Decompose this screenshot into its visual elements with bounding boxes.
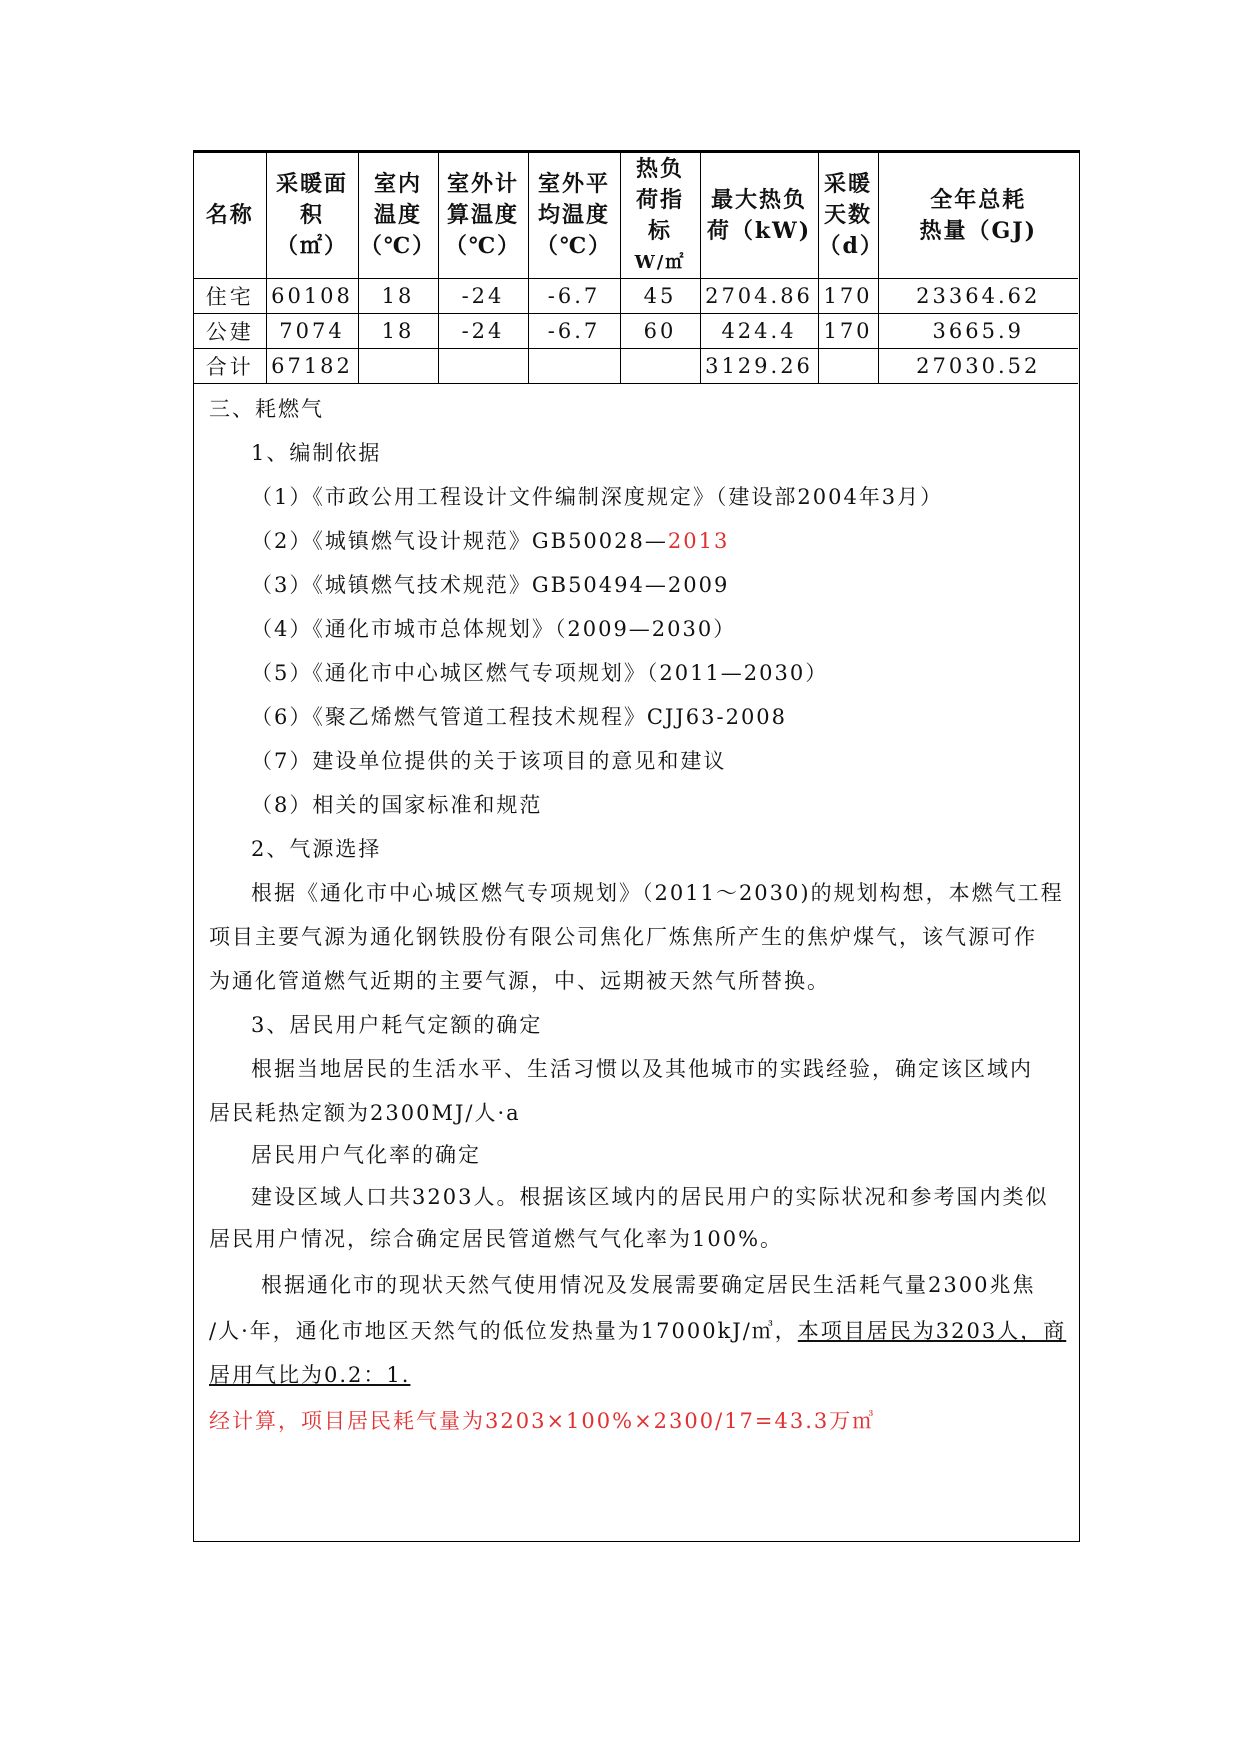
table-cell: 3665.9 (878, 314, 1078, 349)
table-cell: -6.7 (528, 279, 620, 314)
basis-item: （7）建设单位提供的关于该项目的意见和建议 (251, 749, 727, 773)
header-text: W/㎡ (634, 251, 686, 273)
basis-item: （1）《市政公用工程设计文件编制深度规定》（建设部2004年3月） (251, 485, 944, 509)
table-cell: 60108 (266, 279, 358, 314)
basis-item: （8）相关的国家标准和规范 (251, 793, 543, 817)
source-paragraph-line: 为通化管道燃气近期的主要气源，中、远期被天然气所替换。 (209, 969, 830, 993)
table-header-cell (438, 153, 528, 279)
source-paragraph-line: 根据《通化市中心城区燃气专项规划》（2011～2030)的规划构想，本燃气工程 (251, 881, 1064, 905)
gasify-paragraph-line: 建设区域人口共3203人。根据该区域内的居民用户的实际状况和参考国内类似 (251, 1185, 1049, 1209)
table-cell (528, 349, 620, 384)
table-cell (818, 349, 878, 384)
table-cell: 2704.86 (700, 279, 818, 314)
header-text: 热量（GJ) (919, 217, 1038, 244)
header-text: 室外计 (446, 171, 519, 197)
basis-item: （6）《聚乙烯燃气管道工程技术规程》CJJ63-2008 (251, 705, 788, 729)
table-cell: -6.7 (528, 314, 620, 349)
table-cell: 424.4 (700, 314, 818, 349)
table-row (194, 349, 1078, 384)
header-text: 名称 (205, 202, 254, 228)
gasify-heading: 居民用户气化率的确定 (251, 1143, 481, 1167)
table-row (194, 279, 1078, 314)
header-text: 采暖 (823, 171, 872, 197)
header-text: 荷（kW) (706, 217, 812, 244)
table-cell: 住宅 (194, 279, 266, 314)
table-header-cell (818, 153, 884, 279)
table-cell: 170 (818, 279, 878, 314)
header-text: （d） (818, 233, 884, 259)
consumption-line: /人·年，通化市地区天然气的低位发热量为17000kJ/㎥，本项目居民为3203人，商 (209, 1319, 1067, 1343)
header-text: 室外平 (537, 171, 610, 197)
underlined-text: 居用气比为0.2：1. (209, 1363, 411, 1387)
quota-paragraph-line: 根据当地居民的生活水平、生活习惯以及其他城市的实践经验，确定该区域内 (251, 1057, 1033, 1081)
table-header-cell (528, 153, 620, 279)
quota-paragraph-line: 居民耗热定额为2300MJ/人·a (209, 1101, 521, 1125)
table-header-cell (700, 153, 818, 279)
header-text: （℃） (535, 233, 613, 259)
source-paragraph-line: 项目主要气源为通化钢铁股份有限公司焦化厂炼焦所产生的焦炉煤气，该气源可作 (209, 925, 1037, 949)
table-cell: -24 (438, 279, 528, 314)
table-row (194, 314, 1078, 349)
header-text: 天数 (823, 202, 872, 228)
underlined-text: 本项目居民为3203人，商 (797, 1319, 1067, 1343)
table-cell: 18 (358, 279, 438, 314)
table-header-cell (194, 153, 266, 279)
calculation-result: 经计算，项目居民耗气量为3203×100%×2300/17=43.3万㎥ (209, 1409, 876, 1433)
table-cell: 3129.26 (700, 349, 818, 384)
table-cell: 18 (358, 314, 438, 349)
table-cell: 7074 (266, 314, 358, 349)
basis-item: （5）《通化市中心城区燃气专项规划》（2011—2030） (251, 661, 829, 685)
table-header-cell (620, 153, 700, 279)
header-text: 算温度 (446, 202, 519, 228)
basis-item: （2）《城镇燃气设计规范》GB50028—2013 (251, 529, 730, 553)
table-cell: 170 (818, 314, 878, 349)
table-cell: 45 (620, 279, 700, 314)
table-cell: 27030.52 (878, 349, 1078, 384)
heating-load-table (194, 153, 1078, 384)
basis-item: （3）《城镇燃气技术规范》GB50494—2009 (251, 573, 730, 597)
header-text: 荷指 (635, 186, 684, 213)
table-header-cell (266, 153, 358, 279)
table-cell: 公建 (194, 314, 266, 349)
table-cell (358, 349, 438, 384)
header-text: 全年总耗 (930, 186, 1027, 213)
header-text: 温度 (373, 202, 422, 228)
table-cell (620, 349, 700, 384)
table-cell (438, 349, 528, 384)
header-text: 室内 (373, 171, 422, 197)
table-cell: 67182 (266, 349, 358, 384)
basis-heading: 1、编制依据 (251, 441, 382, 465)
consumption-line (209, 1359, 410, 1389)
table-cell: 60 (620, 314, 700, 349)
table-header-row (194, 153, 1078, 279)
header-text: （℃） (359, 233, 437, 259)
table-cell: -24 (438, 314, 528, 349)
header-text: 积 (299, 202, 324, 228)
header-text: 最大热负 (710, 186, 807, 213)
consumption-line: 根据通化市的现状天然气使用情况及发展需要确定居民生活耗气量2300兆焦 (261, 1273, 1036, 1297)
header-text: 热负 (635, 155, 684, 182)
header-text: （℃） (444, 233, 522, 259)
header-text: 均温度 (537, 202, 610, 228)
table-header-cell (358, 153, 438, 279)
basis-item: （4）《通化市城市总体规划》（2009—2030） (251, 617, 737, 641)
header-text: 采暖面 (275, 171, 348, 197)
section-title: 三、耗燃气 (209, 397, 324, 421)
basis-item-year: 2013 (667, 529, 730, 553)
header-text: 标 (647, 217, 672, 244)
document-frame (193, 150, 1080, 1542)
quota-heading: 3、居民用户耗气定额的确定 (251, 1013, 543, 1037)
gasify-paragraph-line: 居民用户情况，综合确定居民管道燃气气化率为100%。 (209, 1227, 784, 1251)
source-heading: 2、气源选择 (251, 837, 382, 861)
table-cell: 合计 (194, 349, 266, 384)
table-header-cell (878, 153, 1078, 279)
header-text: （㎡） (275, 233, 348, 259)
table-cell: 23364.62 (878, 279, 1078, 314)
